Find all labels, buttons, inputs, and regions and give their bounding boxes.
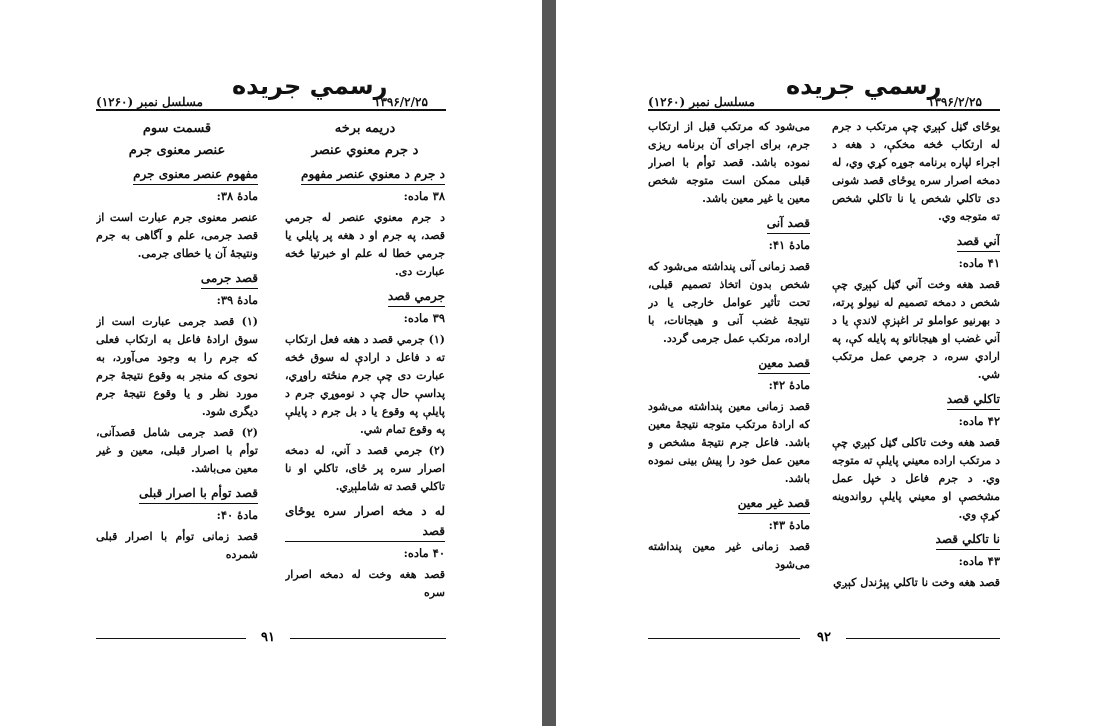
article-number: ۴۲ ماده: <box>958 414 1000 428</box>
article-number: مادهٔ ۴۳: <box>768 518 810 532</box>
paragraph: قصد هغه وخت نا تاکلي پېژندل کېږي <box>833 576 1000 589</box>
subsection-heading: آني قصد <box>957 231 1000 252</box>
subsection-heading: قصد جرمی <box>201 268 258 289</box>
left-page <box>0 0 542 726</box>
article-number: ۴۰ ماده: <box>403 546 445 560</box>
issue-date: ۱۳۹۶/۲/۲۵ <box>928 95 982 109</box>
page-number: ۹۱ <box>261 630 275 645</box>
subsection-heading: قصد غير معين <box>738 493 810 514</box>
paragraph: قصد هغه وخت له دمخه اصرار سره <box>285 568 445 599</box>
footer-rule-left <box>96 638 246 639</box>
page-number: ۹۲ <box>817 630 831 645</box>
paragraph: يوځای ګڼل کېږي چې مرتکب د جرم له ارتکاب څخه مخکې، د هغه د اجراء لپاره برنامه جوړه کړي وي، له دمخه اصرار سره يوځای قصد شونی دی تاکلي شخص يا نا تاکلي شخص ته متوجه وي. <box>832 120 1000 223</box>
footer-rule-right <box>846 638 1000 639</box>
article-number: ۴۳ ماده: <box>958 554 1000 568</box>
subsection-heading: مفهوم عنصر معنوی جرم <box>133 164 258 185</box>
paragraph: د جرم معنوي عنصر له جرمي قصد، په جرم او د هغه پر پايلي يا جرمي خطا له علم او خبرتيا څخه عبارت دی. <box>285 211 445 278</box>
section-heading: دريمه برخه <box>334 121 396 136</box>
article-number: مادهٔ ۴۰: <box>216 508 258 522</box>
article-number: ۳۸ ماده: <box>403 189 445 203</box>
pashto-column <box>832 118 1000 608</box>
header-rule <box>96 109 446 111</box>
subsection-heading: له د مخه اصرار سره يوځای قصد <box>285 501 445 542</box>
page-title: رسمي جريده <box>786 72 942 100</box>
paragraph: (۱) قصد جرمی عبارت است از سوق ارادهٔ فاعل به ارتکاب فعلی که جرم را به وجود می‌آورد، به نحوی که منجر به وقوع نتيجهٔ جرم مورد نظر و يا وقوع نتيجهٔ جرم ديگری شود. <box>96 315 258 418</box>
subsection-heading: قصد معين <box>758 353 810 374</box>
serial-number: مسلسل نمبر (۱۲۶۰) <box>96 95 203 109</box>
serial-number: مسلسل نمبر (۱۲۶۰) <box>648 95 755 109</box>
paragraph: قصد هغه وخت تاکلی ګڼل کېږي چې د مرتکب اراده معيني پايلې ته متوجه وي. د جرم فاعل د خپل عمل مشخصې او معيني پايلې رواندوينه کړې وي. <box>832 436 1000 521</box>
page-title: رسمي جريده <box>232 72 388 100</box>
section-heading: قسمت سوم <box>142 121 212 136</box>
paragraph: (۱) جرمي قصد د هغه فعل ارتکاب ته د فاعل د ارادې له سوق څخه عبارت دی چې جرم منځته راوړي، پداسې حال چې د نوموړي جرم د پايلې په وقوع يا د بل جرم د پايلې په وقوع تمام شي. <box>285 333 445 436</box>
paragraph: می‌شود که مرتکب قبل از ارتکاب جرم، برای اجرای آن برنامه ريزی نموده باشد. قصد توأم با اصرار قبلی ممکن است متوجه شخص معين يا غير معين باشد. <box>648 120 810 205</box>
paragraph: قصد زمانی آنی پنداشته می‌شود که شخص بدون اتخاذ تصميم قبلی، تحت تأثير عوامل خارجی يا در نتيجهٔ غضب آنی و هيجانات، با اراده، مرتکب عمل جرمی گردد. <box>648 260 810 345</box>
right-page <box>556 0 1097 726</box>
paragraph: قصد زمانی معين پنداشته می‌شود که ارادهٔ مرتکب متوجه نتيجهٔ معين باشد. فاعل جرم نتيجهٔ مشخص و معين عمل خود را پيش بينی نموده باشد. <box>648 400 810 485</box>
subsection-heading: قصد توأم با اصرار قبلی <box>139 483 258 504</box>
subsection-heading: جرمي قصد <box>388 286 445 307</box>
article-number: مادهٔ ۴۲: <box>768 378 810 392</box>
article-number: مادهٔ ۴۱: <box>768 238 810 252</box>
footer-rule-left <box>648 638 800 639</box>
issue-date: ۱۳۹۶/۲/۲۵ <box>374 95 428 109</box>
paragraph: (۲) جرمي قصد د آني، له دمخه اصرار سره پر ځای، تاکلي او نا تاکلي قصد ته شاملېږي. <box>285 444 445 493</box>
paragraph: قصد هغه وخت آني ګڼل کېږي چې شخص د دمخه تصميم له نيولو پرته، د بهرنيو عواملو تر اغېزې لاندې يا د آني غضب او هيجاناتو په پايله کې، په ارادي سره، د جرمي عمل مرتکب شي. <box>832 278 1000 381</box>
article-number: مادهٔ ۳۸: <box>216 189 258 203</box>
paragraph: قصد زمانی توأم با اصرار قبلی شمرده <box>96 530 258 561</box>
section-heading: د جرم معنوي عنصر <box>311 143 419 158</box>
subsection-heading: نا تاکلي قصد <box>936 529 1000 550</box>
article-number: ۴۱ ماده: <box>958 256 1000 270</box>
page-gutter <box>542 0 556 726</box>
paragraph: عنصر معنوی جرم عبارت است از قصد جرمی، علم و آگاهی به جرم ونتيجهٔ آن يا خطای جرمی. <box>96 211 258 260</box>
subsection-heading: قصد آنی <box>767 213 810 234</box>
footer-rule-right <box>290 638 446 639</box>
dari-column <box>648 118 810 608</box>
subsection-heading: تاکلي قصد <box>947 389 1000 410</box>
paragraph: (۲) قصد جرمی شامل قصدآنی، توأم با اصرار قبلی، معين و غير معين می‌باشد. <box>96 426 258 475</box>
article-number: مادهٔ ۳۹: <box>216 293 258 307</box>
article-number: ۳۹ ماده: <box>403 311 445 325</box>
subsection-heading: د جرم د معنوي عنصر مفهوم <box>301 164 445 185</box>
paragraph: قصد زمانی غير معين پنداشته می‌شود <box>648 540 810 571</box>
header-rule <box>648 109 1000 111</box>
section-heading: عنصر معنوی جرم <box>128 143 226 158</box>
dari-column <box>96 118 258 608</box>
pashto-column <box>285 118 445 608</box>
